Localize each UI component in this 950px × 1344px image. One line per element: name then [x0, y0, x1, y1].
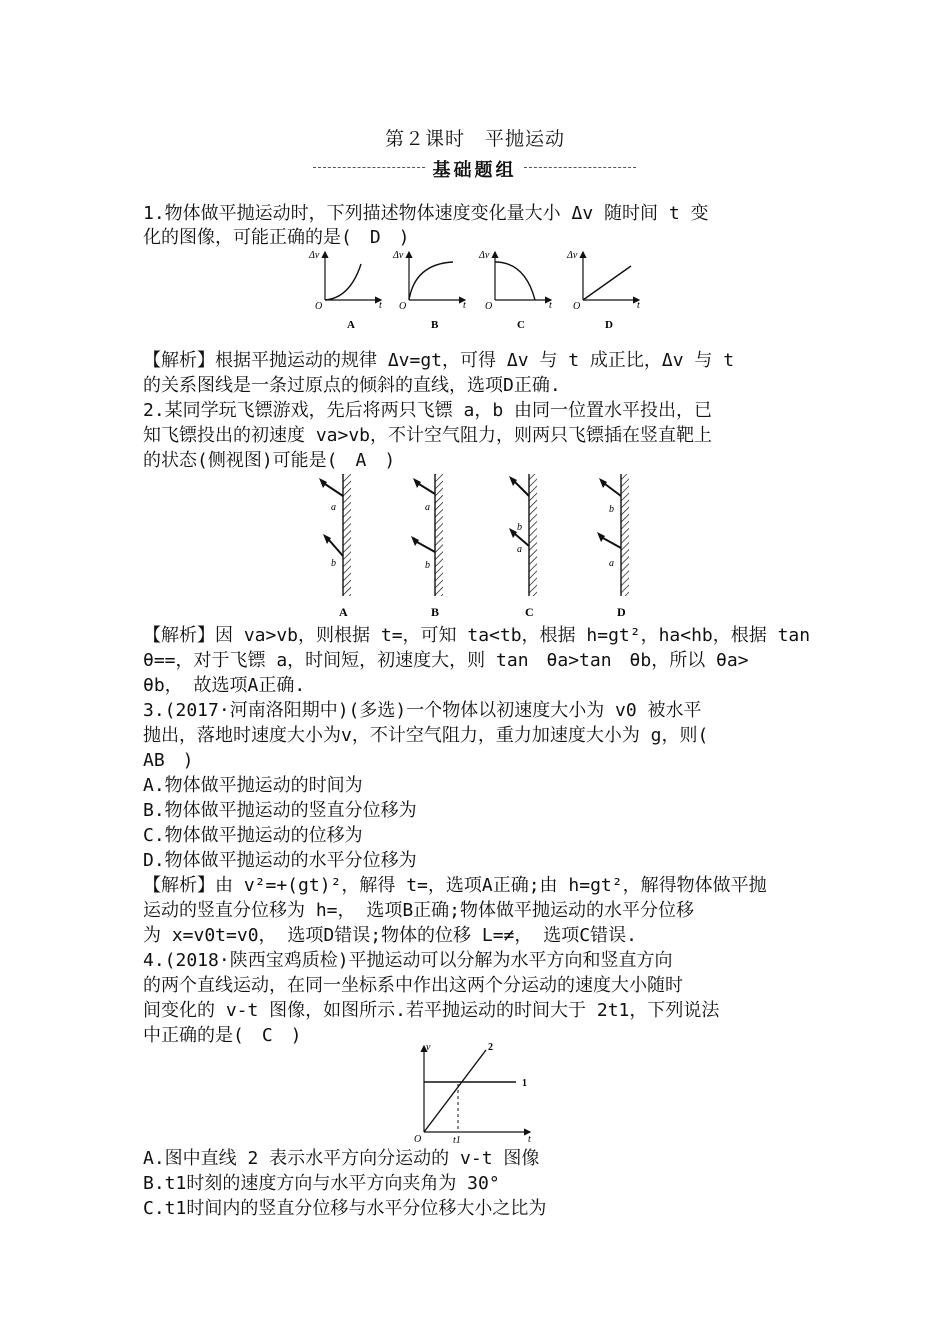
q2-a-dart-a: a [331, 502, 336, 513]
q4-option-a: A.图中直线 2 表示水平方向分运动的 v-t 图像 [143, 1148, 540, 1169]
q1-graph-b [392, 250, 466, 331]
q1-analysis-line2: 的关系图线是一条过原点的倾斜的直线，选项D正确. [143, 375, 561, 396]
q4-line2: 的两个直线运动，在同一坐标系中作出这两个分运动的速度大小随时 [143, 975, 683, 996]
q2-line3: 的状态(侧视图)可能是( A ) [143, 450, 396, 471]
q1-d-yaxis: Δv [567, 250, 578, 261]
q1-graph-c [478, 250, 552, 331]
q4-tick-t1: t1 [453, 1135, 461, 1146]
dart-icon [509, 476, 529, 496]
q2-c-label: C [525, 605, 534, 619]
section-header [313, 156, 636, 180]
q2-d-label: D [617, 605, 626, 619]
q2-a-dart-b: b [331, 558, 336, 569]
q4-line4: 中正确的是( C ) [143, 1025, 302, 1046]
q2-d-dart-a: a [609, 558, 614, 569]
q2-b-dart-b: b [425, 560, 430, 571]
q4-figure [410, 1040, 540, 1148]
q1-d-origin: O [573, 301, 581, 312]
q4-option-b: B.t1时刻的速度方向与水平方向夹角为 30° [143, 1173, 500, 1194]
q4-line-2-label: 2 [488, 1042, 493, 1053]
q1-d-xaxis: t [637, 300, 640, 311]
q1-b-origin: O [399, 301, 407, 312]
q1-figure [305, 246, 645, 334]
q1-a-yaxis: Δv [309, 250, 320, 261]
dart-icon [319, 478, 343, 496]
q1-graph-d [566, 250, 640, 331]
q1-analysis-line1: 【解析】根据平抛运动的规律 Δv=gt，可得 Δv 与 t 成正比，Δv 与 t [143, 350, 735, 371]
q2-analysis-line2: θ==，对于飞镖 a，时间短，初速度大，则 tan θa>tan θb，所以 θa> [143, 650, 749, 671]
q2-line2: 知飞镖投出的初速度 va>vb，不计空气阻力，则两只飞镖插在竖直靶上 [143, 425, 713, 446]
dart-icon [413, 478, 435, 494]
dart-icon [599, 478, 621, 496]
q3-option-d: D.物体做平抛运动的水平分位移为 [143, 850, 417, 871]
q1-d-label: D [605, 319, 613, 331]
q1-a-origin: O [315, 301, 323, 312]
q3-analysis-line1: 【解析】由 v²=+(gt)²，解得 t=，选项A正确;由 h=gt²，解得物体做平抛 [143, 875, 767, 896]
q1-a-label: A [347, 319, 355, 331]
q1-b-yaxis: Δv [393, 250, 404, 261]
q1-c-label: C [517, 319, 525, 331]
q2-b-dart-a: a [425, 502, 430, 513]
q2-b-label: B [431, 605, 440, 619]
dart-icon [411, 536, 435, 552]
page-title: 第２课时 平抛运动 [384, 128, 565, 150]
q1-c-yaxis: Δv [479, 250, 490, 261]
q3-option-c: C.物体做平抛运动的位移为 [143, 825, 363, 846]
q4-yaxis: v [426, 1042, 431, 1053]
q3-line1: 3.(2017·河南洛阳期中)(多选)一个物体以初速度大小为 v0 被水平 [143, 700, 702, 721]
q4-line-1-label: 1 [522, 1078, 527, 1089]
q4-origin: O [414, 1134, 422, 1145]
q3-line3: AB ) [143, 750, 194, 771]
q2-analysis-line3: θb， 故选项A正确. [143, 675, 306, 696]
q3-analysis-line3: 为 x=v0t=v0， 选项D错误;物体的位移 L=≠， 选项C错误. [143, 925, 637, 946]
q2-panel-d [597, 474, 629, 619]
q3-line2: 抛出，落地时速度大小为v，不计空气阻力，重力加速度大小为 g，则( [143, 725, 709, 746]
q4-xaxis: t [528, 1134, 531, 1145]
section-divider-right [524, 167, 636, 168]
q1-graph-a [308, 250, 382, 331]
q2-c-dart-a: a [517, 544, 522, 555]
q4-line-2 [424, 1050, 486, 1132]
q3-analysis-line2: 运动的竖直分位移为 h=， 选项B正确;物体做平抛运动的水平分位移 [143, 900, 695, 921]
dart-icon [597, 532, 621, 548]
q2-c-dart-b: b [517, 522, 522, 533]
q2-analysis-line1: 【解析】因 va>vb，则根据 t=，可知 ta<tb，根据 h=gt²，ha<hb，根据 tan [143, 625, 811, 646]
q4-line3: 间变化的 v-t 图像，如图所示.若平抛运动的时间大于 2t1，下列说法 [143, 1000, 720, 1021]
q1-line1: 1.物体做平抛运动时，下列描述物体速度变化量大小 Δv 随时间 t 变 [143, 203, 709, 224]
q2-line1: 2.某同学玩飞镖游戏，先后将两只飞镖 a，b 由同一位置水平投出，已 [143, 400, 713, 421]
q2-panel-b [411, 474, 443, 619]
q1-line2: 化的图像，可能正确的是( D ) [143, 227, 410, 248]
q1-c-xaxis: t [549, 300, 552, 311]
q1-b-xaxis: t [463, 300, 466, 311]
q2-panel-c [509, 474, 537, 619]
q2-figure [305, 470, 650, 622]
q1-c-origin: O [485, 301, 493, 312]
dart-icon [323, 534, 343, 556]
q2-a-label: A [339, 605, 348, 619]
q1-b-label: B [431, 319, 439, 331]
q1-a-xaxis: t [379, 300, 382, 311]
q2-panel-a [319, 474, 351, 619]
q3-option-b: B.物体做平抛运动的竖直分位移为 [143, 800, 417, 821]
q4-line1: 4.(2018·陕西宝鸡质检)平抛运动可以分解为水平方向和竖直方向 [143, 950, 673, 971]
q2-d-dart-b: b [609, 504, 614, 515]
section-label: 基础题组 [432, 160, 517, 181]
q4-option-c: C.t1时间内的竖直分位移与水平分位移大小之比为 [143, 1198, 547, 1219]
q3-option-a: A.物体做平抛运动的时间为 [143, 775, 363, 796]
